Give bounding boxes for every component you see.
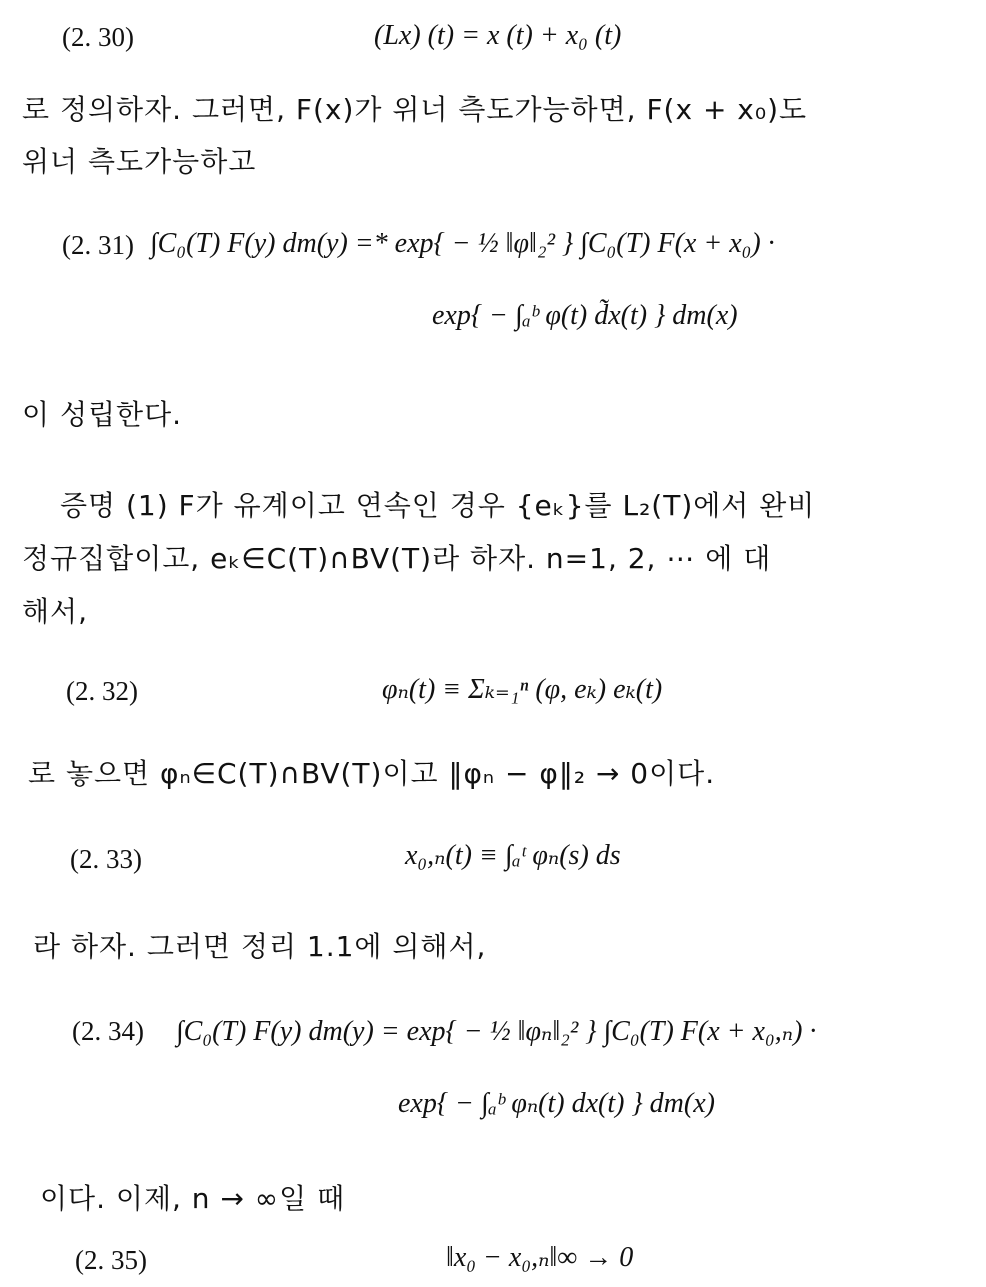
equation-number: (2. 33) [70,844,142,874]
paragraph-line: 정규집합이고, eₖ∈C(T)∩BV(T)라 하자. n=1, 2, ⋯ 에 대 [22,542,772,575]
equation-number: (2. 30) [62,22,134,52]
equation-2-34-line1: ∫C₀(T) F(y) dm(y) = exp{ − ½ ‖φₙ‖₂² } ∫C₀(T) F(x + x₀,ₙ) · [176,1016,817,1047]
equation-2-31-line2: exp{ − ∫ₐᵇ φ(t) d̃x(t) } dm(x) [432,300,738,331]
paragraph-line: 이다. 이제, n → ∞일 때 [40,1182,346,1215]
paragraph-line: 라 하자. 그러면 정리 1.1에 의해서, [33,930,487,963]
equation-2-33: x₀,ₙ(t) ≡ ∫ₐᵗ φₙ(s) ds [405,840,621,871]
paragraph-line: 로 놓으면 φₙ∈C(T)∩BV(T)이고 ‖φₙ − φ‖₂ → 0이다. [28,757,716,790]
equation-2-30: (Lx) (t) = x (t) + x₀ (t) [374,20,622,51]
equation-2-34-line2: exp{ − ∫ₐᵇ φₙ(t) dx(t) } dm(x) [398,1088,715,1119]
equation-2-32: φₙ(t) ≡ Σₖ₌₁ⁿ (φ, eₖ) eₖ(t) [382,674,663,705]
equation-number: (2. 35) [75,1245,147,1275]
equation-2-31-line1: ∫C₀(T) F(y) dm(y) =* exp{ − ½ ‖φ‖₂² } ∫C₀(T) F(x + x₀) · [150,228,775,259]
equation-number: (2. 32) [66,676,138,706]
paragraph-line: 위너 측도가능하고 [22,145,257,178]
paragraph-line: 로 정의하자. 그러면, F(x)가 위너 측도가능하면, F(x + x₀)도 [22,93,808,126]
equation-number: (2. 31) [62,230,134,260]
equation-2-35: ‖x₀ − x₀,ₙ‖∞ → 0 [446,1242,634,1273]
paragraph-line: 해서, [22,595,88,628]
paragraph-line: 증명 (1) F가 유계이고 연속인 경우 {eₖ}를 L₂(T)에서 완비 [60,489,816,522]
paragraph-line: 이 성립한다. [22,398,183,431]
equation-number: (2. 34) [72,1016,144,1046]
